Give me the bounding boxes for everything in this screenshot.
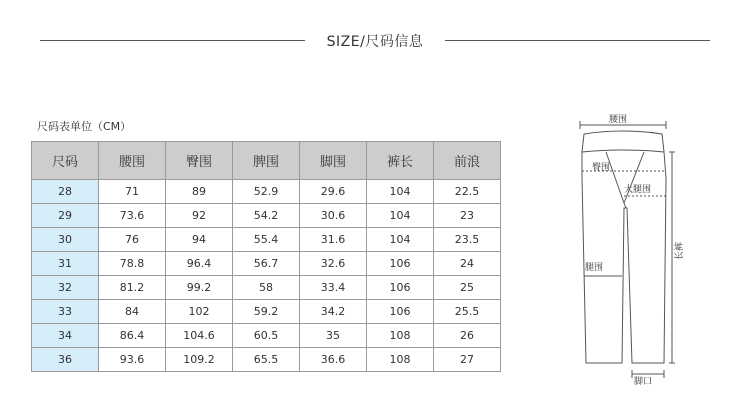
table-row <box>32 276 501 300</box>
column-header-front-rise: 前浪 <box>434 142 501 180</box>
table-row <box>32 348 501 372</box>
title-left-rule <box>40 40 305 41</box>
measure-cell: 104.6 <box>166 324 233 348</box>
title-right-rule <box>445 40 710 41</box>
measure-cell: 60.5 <box>233 324 300 348</box>
measure-cell: 99.2 <box>166 276 233 300</box>
measure-cell: 104 <box>367 228 434 252</box>
table-row <box>32 324 501 348</box>
size-cell: 30 <box>32 228 99 252</box>
diagram-waist-label: 腰围 <box>609 115 628 125</box>
measure-cell: 30.6 <box>300 204 367 228</box>
size-cell: 32 <box>32 276 99 300</box>
measure-cell: 106 <box>367 276 434 300</box>
table-row <box>32 180 501 204</box>
table-row <box>32 228 501 252</box>
measure-cell: 104 <box>367 204 434 228</box>
size-cell: 33 <box>32 300 99 324</box>
measure-cell: 31.6 <box>300 228 367 252</box>
column-header-thigh: 脾围 <box>233 142 300 180</box>
measure-cell: 89 <box>166 180 233 204</box>
table-row <box>32 204 501 228</box>
measure-cell: 108 <box>367 348 434 372</box>
measure-cell: 71 <box>99 180 166 204</box>
measure-cell: 54.2 <box>233 204 300 228</box>
measure-cell: 32.6 <box>300 252 367 276</box>
measure-cell: 56.7 <box>233 252 300 276</box>
measure-cell: 26 <box>434 324 501 348</box>
measure-cell: 23 <box>434 204 501 228</box>
measure-cell: 96.4 <box>166 252 233 276</box>
column-header-waist: 腰围 <box>99 142 166 180</box>
page-title: SIZE/尺码信息 <box>326 34 424 50</box>
column-header-size: 尺码 <box>32 142 99 180</box>
column-header-hem: 脚围 <box>300 142 367 180</box>
measure-cell: 23.5 <box>434 228 501 252</box>
measure-cell: 86.4 <box>99 324 166 348</box>
measure-cell: 35 <box>300 324 367 348</box>
waistband-shape <box>582 131 664 152</box>
measure-cell: 52.9 <box>233 180 300 204</box>
diagram-knee-label: 腿围 <box>585 263 604 273</box>
measure-cell: 76 <box>99 228 166 252</box>
measure-cell: 78.8 <box>99 252 166 276</box>
column-header-hip: 臀围 <box>166 142 233 180</box>
size-cell: 34 <box>32 324 99 348</box>
table-row <box>32 300 501 324</box>
measure-cell: 93.6 <box>99 348 166 372</box>
measure-cell: 109.2 <box>166 348 233 372</box>
table-header-row <box>32 142 501 180</box>
measure-cell: 22.5 <box>434 180 501 204</box>
measure-cell: 81.2 <box>99 276 166 300</box>
measure-cell: 73.6 <box>99 204 166 228</box>
measure-cell: 34.2 <box>300 300 367 324</box>
size-table <box>31 141 501 372</box>
unit-label: 尺码表单位（CM） <box>37 120 132 133</box>
diagram-length-label: 长裤 <box>675 241 685 260</box>
measure-cell: 59.2 <box>233 300 300 324</box>
pants-diagram <box>572 108 722 408</box>
measure-cell: 29.6 <box>300 180 367 204</box>
size-cell: 29 <box>32 204 99 228</box>
pants-outline <box>582 152 666 363</box>
measure-cell: 36.6 <box>300 348 367 372</box>
measure-cell: 84 <box>99 300 166 324</box>
size-cell: 28 <box>32 180 99 204</box>
measure-cell: 55.4 <box>233 228 300 252</box>
measure-cell: 58 <box>233 276 300 300</box>
measure-cell: 25 <box>434 276 501 300</box>
table-row <box>32 252 501 276</box>
measure-cell: 65.5 <box>233 348 300 372</box>
size-cell: 31 <box>32 252 99 276</box>
diagram-hip-label: 臀围 <box>592 163 611 173</box>
measure-cell: 33.4 <box>300 276 367 300</box>
measure-cell: 94 <box>166 228 233 252</box>
measure-cell: 24 <box>434 252 501 276</box>
measure-cell: 92 <box>166 204 233 228</box>
diagram-hem-label: 脚口 <box>634 377 653 387</box>
measure-cell: 108 <box>367 324 434 348</box>
measure-cell: 27 <box>434 348 501 372</box>
measure-cell: 102 <box>166 300 233 324</box>
measure-cell: 104 <box>367 180 434 204</box>
column-header-length: 裤长 <box>367 142 434 180</box>
measure-cell: 106 <box>367 252 434 276</box>
diagram-thigh-label: 大腿围 <box>624 185 652 195</box>
measure-cell: 106 <box>367 300 434 324</box>
measure-cell: 25.5 <box>434 300 501 324</box>
size-cell: 36 <box>32 348 99 372</box>
